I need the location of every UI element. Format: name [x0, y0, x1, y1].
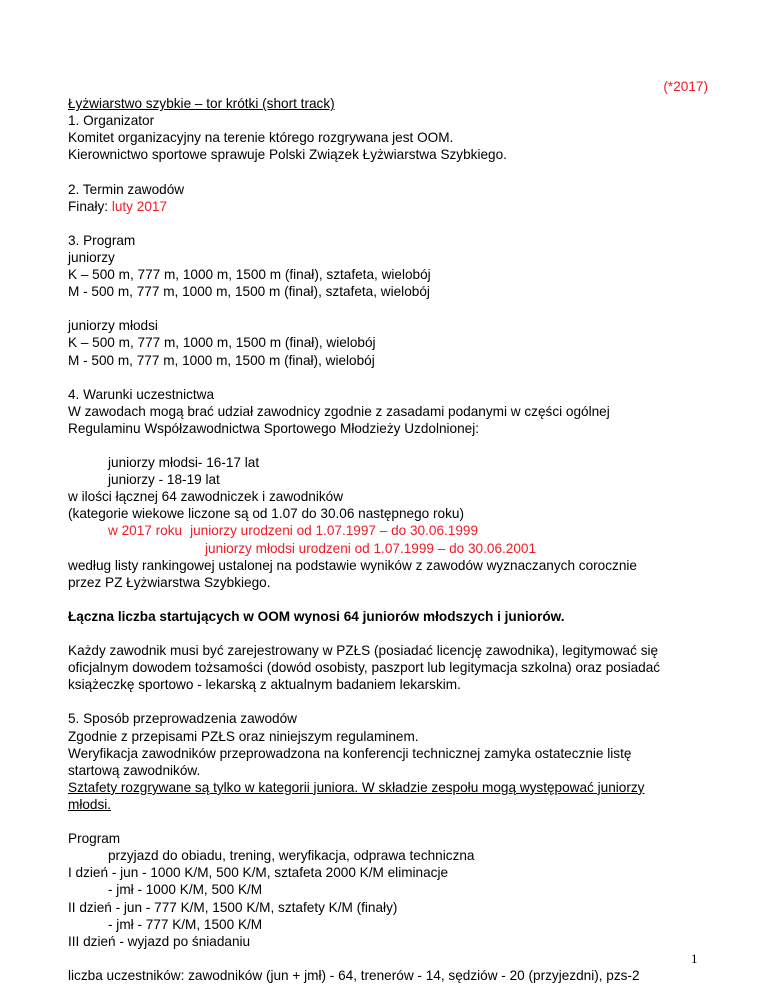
page-number: 1 — [691, 951, 698, 966]
total-starters-bold: Łączna liczba startujących w OOM wynosi 64 juniorów młodszych i juniorów. — [68, 608, 565, 624]
schedule-day-2: II dzień - jun - 777 K/M, 1500 K/M, sztafety K/M (finały) — [68, 899, 398, 915]
term-finals-label: Finały: — [68, 198, 112, 214]
license-line-3: książeczkę sportowo - lekarską z aktualnym badaniem lekarskim. — [68, 677, 461, 693]
license-line-2: oficjalnym dowodem tożsamości (dowód osobisty, paszport lub legitymacja szkolna) oraz posiadać — [68, 660, 661, 676]
license-line-1: Każdy zawodnik musi być zarejestrowany w PZŁS (posiadać licencję zawodnika), legitymować się — [68, 643, 659, 659]
schedule-arrival: przyjazd do obiadu, trening, weryfikacja, odprawa techniczna — [108, 848, 475, 864]
organizer-heading: 1. Organizator — [68, 113, 155, 129]
program-younger-women: K – 500 m, 777 m, 1000 m, 1500 m (finał), wielobój — [68, 335, 376, 351]
participants-count: liczba uczestników: zawodników (jun + jmł) - 64, trenerów - 14, sędziów - 20 (przyjezdni), pzs-2 — [68, 967, 640, 983]
document-body — [68, 78, 708, 984]
age-category-note: (kategorie wiekowe liczone są od 1.07 do 30.06 następnego roku) — [68, 506, 464, 522]
term-finals-value: luty 2017 — [111, 198, 167, 214]
ranking-line-2: przez PZ Łyżwiarstwa Szybkiego. — [68, 574, 271, 590]
age-juniors: juniorzy - 18-19 lat — [108, 472, 220, 488]
birth-years-juniors — [68, 522, 708, 539]
organizer-line-1: Komitet organizacyjny na terenie którego rozgrywana jest OOM. — [68, 130, 454, 146]
relay-note-line-1: Sztafety rozgrywane są tylko w kategorii juniora. W składzie zespołu mogą występować juniorzy — [68, 779, 645, 795]
birth-years-juniors-value: juniorzy urodzeni od 1.07.1997 – do 30.06.1999 — [190, 523, 479, 539]
term-finals — [68, 198, 708, 215]
term-heading: 2. Termin zawodów — [68, 181, 185, 197]
program-younger-men: M - 500 m, 777 m, 1000 m, 1500 m (finał), wielobój — [68, 352, 375, 368]
schedule-day-3: III dzień - wyjazd po śniadaniu — [68, 933, 251, 949]
schedule-heading: Program — [68, 831, 121, 847]
document-title: Łyżwiarstwo szybkie – tor krótki (short track) — [68, 96, 335, 112]
program-juniors-women: K – 500 m, 777 m, 1000 m, 1500 m (finał), sztafeta, wielobój — [68, 267, 431, 283]
ranking-line-1: według listy rankingowej ustalonej na podstawie wyników z zawodów wyznaczanych corocznie — [68, 557, 637, 573]
method-heading: 5. Sposób przeprowadzenia zawodów — [68, 711, 297, 727]
method-line-2: Weryfikacja zawodników przeprowadzona na konferencji technicznej zamyka ostatecznie listę — [68, 745, 632, 761]
method-line-3: startową zawodników. — [68, 762, 201, 778]
method-line-1: Zgodnie z przepisami PZŁS oraz niniejszym regulaminem. — [68, 728, 419, 744]
total-participants: w ilości łącznej 64 zawodniczek i zawodników — [68, 489, 344, 505]
schedule-day-2-younger: - jmł - 777 K/M, 1500 K/M — [108, 916, 263, 932]
birth-years-label: w 2017 roku — [108, 523, 183, 539]
program-younger-title: juniorzy młodsi — [68, 318, 158, 334]
conditions-line-2: Regulaminu Współzawodnictwa Sportowego Młodzieży Uzdolnionej: — [68, 420, 480, 436]
conditions-line-1: W zawodach mogą brać udział zawodnicy zgodnie z zasadami podanymi w części ogólnej — [68, 403, 610, 419]
conditions-heading: 4. Warunki uczestnictwa — [68, 386, 215, 402]
schedule-day-1: I dzień - jun - 1000 K/M, 500 K/M, sztafeta 2000 K/M eliminacje — [68, 865, 449, 881]
program-juniors-men: M - 500 m, 777 m, 1000 m, 1500 m (finał), sztafeta, wielobój — [68, 284, 430, 300]
relay-note-line-2: młodsi. — [68, 796, 112, 812]
year-marker: (*2017) — [663, 79, 708, 94]
program-juniors-title: juniorzy — [68, 249, 115, 265]
age-younger: juniorzy młodsi- 16-17 lat — [108, 455, 260, 471]
program-heading: 3. Program — [68, 232, 136, 248]
organizer-line-2: Kierownictwo sportowe sprawuje Polski Związek Łyżwiarstwa Szybkiego. — [68, 147, 507, 163]
birth-years-younger: juniorzy młodsi urodzeni od 1.07.1999 – do 30.06.2001 — [205, 540, 537, 556]
schedule-day-1-younger: - jmł - 1000 K/M, 500 K/M — [108, 882, 263, 898]
